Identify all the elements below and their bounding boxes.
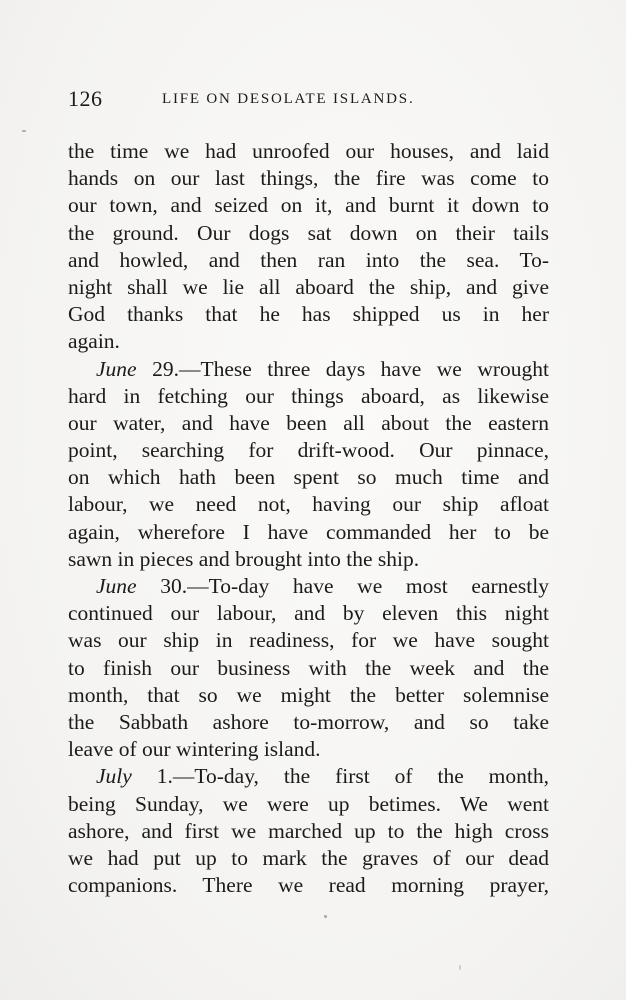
entry-date: June — [96, 356, 137, 381]
text-fragment: 30.—To-day have we most earnestly — [136, 574, 549, 598]
text-line: hands on our last things, the fire was come to — [68, 166, 549, 191]
text-line-first — [68, 356, 549, 383]
text-line: labour, we need not, having our ship afloat — [68, 492, 549, 517]
text-line: the time we had unroofed our houses, and laid — [68, 139, 549, 163]
text-line: the Sabbath ashore to-morrow, and so take — [68, 709, 549, 734]
page-number: 126 — [68, 86, 103, 111]
text-fragment: 29.—These three days have we wrought — [136, 356, 549, 381]
text-line: our town, and seized on it, and burnt it down to — [68, 193, 549, 218]
text-line: on which hath been spent so much time and — [68, 465, 549, 490]
running-head: LIFE ON DESOLATE ISLANDS. — [162, 91, 415, 107]
text-line: our water, and have been all about the eastern — [68, 410, 549, 435]
page-header — [68, 86, 558, 116]
text-line: leave of our wintering island. — [68, 737, 321, 762]
entry-date: July — [96, 764, 132, 789]
body-text — [68, 138, 549, 899]
text-line: hard in fetching our things aboard, as likewise — [68, 383, 549, 408]
text-line-first — [68, 763, 549, 790]
entry-date: June — [96, 574, 137, 598]
text-line: God thanks that he has shipped us in her — [68, 302, 549, 327]
text-line: month, that so we might the better solemnise — [68, 682, 549, 707]
text-line: sawn in pieces and brought into the ship. — [68, 546, 420, 571]
text-line: ashore, and first we marched up to the high cross — [68, 818, 549, 843]
text-line: point, searching for drift-wood. Our pinnace, — [68, 438, 549, 463]
text-line: continued our labour, and by eleven this night — [68, 601, 549, 626]
text-line: the ground. Our dogs sat down on their tails — [68, 220, 549, 245]
text-line: again, wherefore I have commanded her to be — [68, 519, 549, 544]
print-speck — [22, 130, 26, 132]
text-line: companions. There we read morning prayer, — [68, 873, 549, 898]
text-line-first — [68, 573, 549, 600]
text-line: again. — [68, 329, 120, 354]
text-line: was our ship in readiness, for we have sought — [68, 628, 549, 653]
text-line: to finish our business with the week and the — [68, 655, 549, 680]
text-line: night shall we lie all aboard the ship, and give — [68, 274, 549, 299]
print-speck — [324, 915, 327, 918]
text-line: and howled, and then ran into the sea. To- — [68, 247, 549, 272]
text-line: we had put up to mark the graves of our dead — [68, 845, 549, 870]
text-fragment: 1.—To-day, the first of the month, — [131, 764, 549, 789]
text-line: being Sunday, we were up betimes. We went — [68, 791, 549, 816]
print-speck — [459, 965, 461, 970]
